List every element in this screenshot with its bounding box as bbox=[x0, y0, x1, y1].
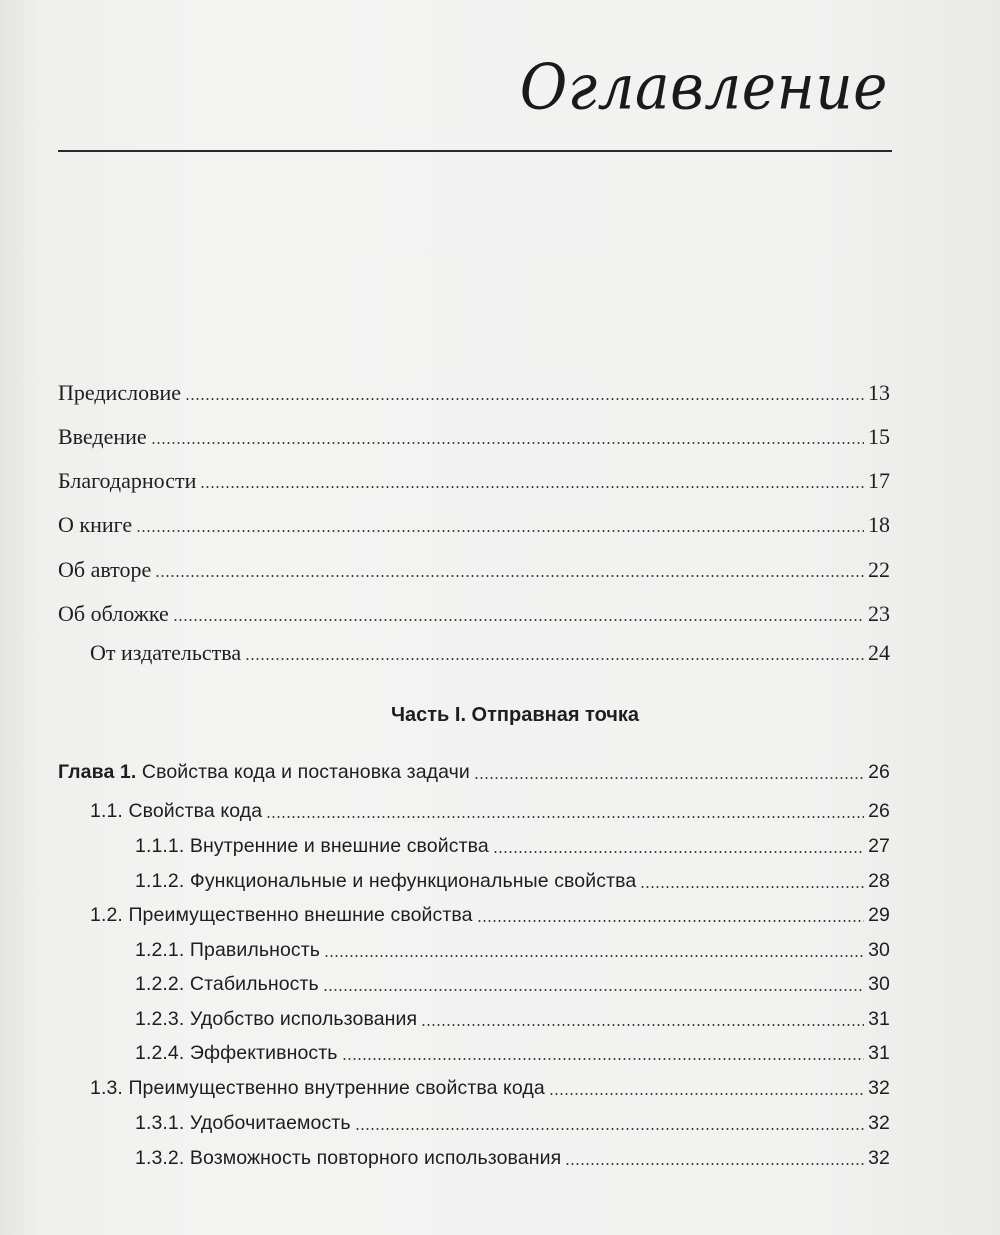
toc-entry-title: Введение bbox=[58, 424, 147, 449]
toc-entry-page: 27 bbox=[868, 835, 890, 857]
leader-dots bbox=[266, 816, 864, 818]
toc-entry-page: 17 bbox=[868, 468, 890, 493]
leader-dots bbox=[549, 1093, 864, 1095]
leader-dots bbox=[421, 1024, 864, 1026]
toc-entry-title: 1.2.1. Правильность bbox=[135, 939, 321, 961]
toc-entry-title: 1.2. Преимущественно внешние свойства bbox=[90, 904, 473, 926]
toc-entry-page: 28 bbox=[868, 870, 890, 892]
chapter-number: Глава 1. bbox=[58, 761, 137, 783]
toc-entry-page: 31 bbox=[868, 1008, 890, 1030]
toc-entry-1-2[interactable] bbox=[90, 898, 890, 928]
leader-dots bbox=[474, 777, 864, 779]
toc-entry-title: 1.2.2. Стабильность bbox=[135, 973, 319, 995]
chapter-title: Свойства кода и постановка задачи bbox=[141, 761, 470, 783]
toc-entry-1-3-1[interactable] bbox=[135, 1106, 890, 1136]
toc-entry-title: 1.3.2. Возможность повторного использования bbox=[135, 1147, 562, 1169]
toc-entry-page: 24 bbox=[868, 640, 890, 665]
toc-entry-1-2-3[interactable] bbox=[135, 1002, 890, 1032]
toc-entry-from-publisher[interactable] bbox=[90, 636, 890, 666]
toc-entry-page: 26 bbox=[868, 800, 890, 822]
leader-dots bbox=[136, 530, 864, 532]
toc-entry-about-cover[interactable] bbox=[58, 597, 890, 627]
leader-dots bbox=[151, 442, 864, 444]
toc-entry-page: 23 bbox=[868, 601, 890, 626]
leader-dots bbox=[173, 619, 864, 621]
toc-entry-page: 31 bbox=[868, 1042, 890, 1064]
toc-entry-1-3-2[interactable] bbox=[135, 1141, 890, 1171]
leader-dots bbox=[355, 1128, 864, 1130]
toc-entry-chapter-1[interactable] bbox=[58, 755, 890, 785]
leader-dots bbox=[323, 989, 864, 991]
toc-entry-title: Благодарности bbox=[58, 468, 197, 493]
chapter-heading bbox=[58, 759, 472, 785]
toc-entry-1-2-1[interactable] bbox=[135, 933, 890, 963]
leader-dots bbox=[493, 851, 864, 853]
toc-entry-title: Об авторе bbox=[58, 557, 152, 582]
leader-dots bbox=[640, 886, 864, 888]
leader-dots bbox=[155, 575, 864, 577]
toc-entry-title: 1.1.2. Функциональные и нефункциональные свойства bbox=[135, 870, 637, 892]
toc-entry-title: 1.3.1. Удобочитаемость bbox=[135, 1112, 351, 1134]
leader-dots bbox=[185, 398, 864, 400]
toc-entry-title: 1.2.3. Удобство использования bbox=[135, 1008, 418, 1030]
toc-entry-1-3[interactable] bbox=[90, 1071, 890, 1101]
toc-entry-acknowledgements[interactable] bbox=[58, 464, 890, 494]
toc-entry-page: 32 bbox=[868, 1112, 890, 1134]
toc-entry-title: Об обложке bbox=[58, 601, 169, 626]
toc-entry-about-author[interactable] bbox=[58, 553, 890, 583]
toc-entry-title: 1.3. Преимущественно внутренние свойства кода bbox=[90, 1077, 545, 1099]
toc-entry-introduction[interactable] bbox=[58, 420, 890, 450]
leader-dots bbox=[342, 1058, 865, 1060]
toc-entry-about-book[interactable] bbox=[58, 508, 890, 538]
toc-entry-1-1-2[interactable] bbox=[135, 864, 890, 894]
leader-dots bbox=[245, 658, 864, 660]
toc-entry-title: 1.2.4. Эффективность bbox=[135, 1042, 338, 1064]
toc-entry-preface[interactable] bbox=[58, 376, 890, 406]
toc-entry-1-1[interactable] bbox=[90, 794, 890, 824]
leader-dots bbox=[565, 1163, 864, 1165]
toc-entry-page: 32 bbox=[868, 1077, 890, 1099]
leader-dots bbox=[324, 955, 864, 957]
toc-entry-page: 26 bbox=[868, 761, 890, 783]
toc-entry-page: 15 bbox=[868, 424, 890, 449]
toc-entry-page: 30 bbox=[868, 973, 890, 995]
part-heading: Часть I. Отправная точка bbox=[390, 704, 640, 726]
toc-entry-title: О книге bbox=[58, 512, 133, 537]
toc-entry-page: 22 bbox=[868, 557, 890, 582]
toc-entry-page: 18 bbox=[868, 512, 890, 537]
page-title: Оглавление bbox=[519, 49, 888, 124]
title-rule bbox=[58, 150, 892, 152]
leader-dots bbox=[200, 486, 864, 488]
toc-entry-title: 1.1.1. Внутренние и внешние свойства bbox=[135, 835, 489, 857]
toc-entry-1-1-1[interactable] bbox=[135, 829, 890, 859]
leader-dots bbox=[477, 920, 865, 922]
toc-entry-title: 1.1. Свойства кода bbox=[90, 800, 263, 822]
toc-entry-1-2-2[interactable] bbox=[135, 967, 890, 997]
toc-entry-page: 30 bbox=[868, 939, 890, 961]
toc-entry-title: От издательства bbox=[90, 640, 242, 665]
toc-entry-page: 13 bbox=[868, 380, 890, 405]
toc-entry-page: 29 bbox=[868, 904, 890, 926]
toc-entry-title: Предисловие bbox=[58, 380, 181, 405]
toc-entry-1-2-4[interactable] bbox=[135, 1036, 890, 1066]
toc-entry-page: 32 bbox=[868, 1147, 890, 1169]
